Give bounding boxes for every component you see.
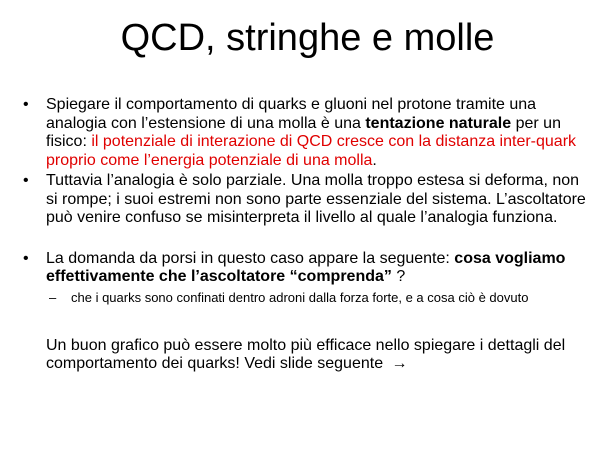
sub-bullet-marker: – (49, 289, 57, 305)
sub-bullet-item (49, 289, 586, 307)
bullet-1-text-c: . (372, 151, 377, 169)
closing-text: Un buon grafico può essere molto più efficace nello spiegare i dettagli del comportamento dei quarks! Vedi slide seguente (46, 336, 566, 372)
bullet-item-1 (23, 96, 586, 170)
sub-bullet-text: che i quarks sono confinati dentro adroni dalla forza forte, e a cosa ciò è dovuto (71, 289, 529, 305)
bullet-3-bold: cosa vogliamo effettivamente che l’ascoltatore “comprenda” (46, 249, 566, 285)
bullet-1-highlight: il potenziale di interazione di QCD cresce con la distanza inter-quark proprio come l’energia potenziale di una molla (46, 133, 577, 169)
bullet-marker: • (23, 249, 29, 267)
bullet-1-text-b: per un fisico: (46, 114, 561, 150)
slide-body (23, 96, 586, 374)
bullet-2-text: Tuttavia l’analogia è solo parziale. Una molla troppo estesa si deforma, non si rompe; i suoi estremi non sono parte essenziale del sistema. L’ascoltatore può venire confuso se misinterpreta il livello al quale l’analogia funziona. (46, 172, 586, 226)
bullet-1-text-a: Spiegare il comportamento di quarks e gluoni nel protone tramite una analogia con l’estensione di una molla è una (46, 96, 537, 132)
bullet-1-bold: tentazione naturale (365, 114, 512, 132)
bullet-item-3 (23, 249, 586, 287)
bullet-3-text-a: La domanda da porsi in questo caso appare la seguente: (46, 249, 455, 267)
bullet-marker: • (23, 172, 29, 189)
slide-title: QCD, stringhe e molle (120, 17, 495, 59)
bullet-item-2 (23, 172, 586, 228)
closing-paragraph (46, 337, 586, 374)
bullet-3-text-b: ? (391, 268, 406, 285)
right-arrow-icon: → (391, 355, 408, 372)
bullet-marker: • (23, 96, 29, 113)
